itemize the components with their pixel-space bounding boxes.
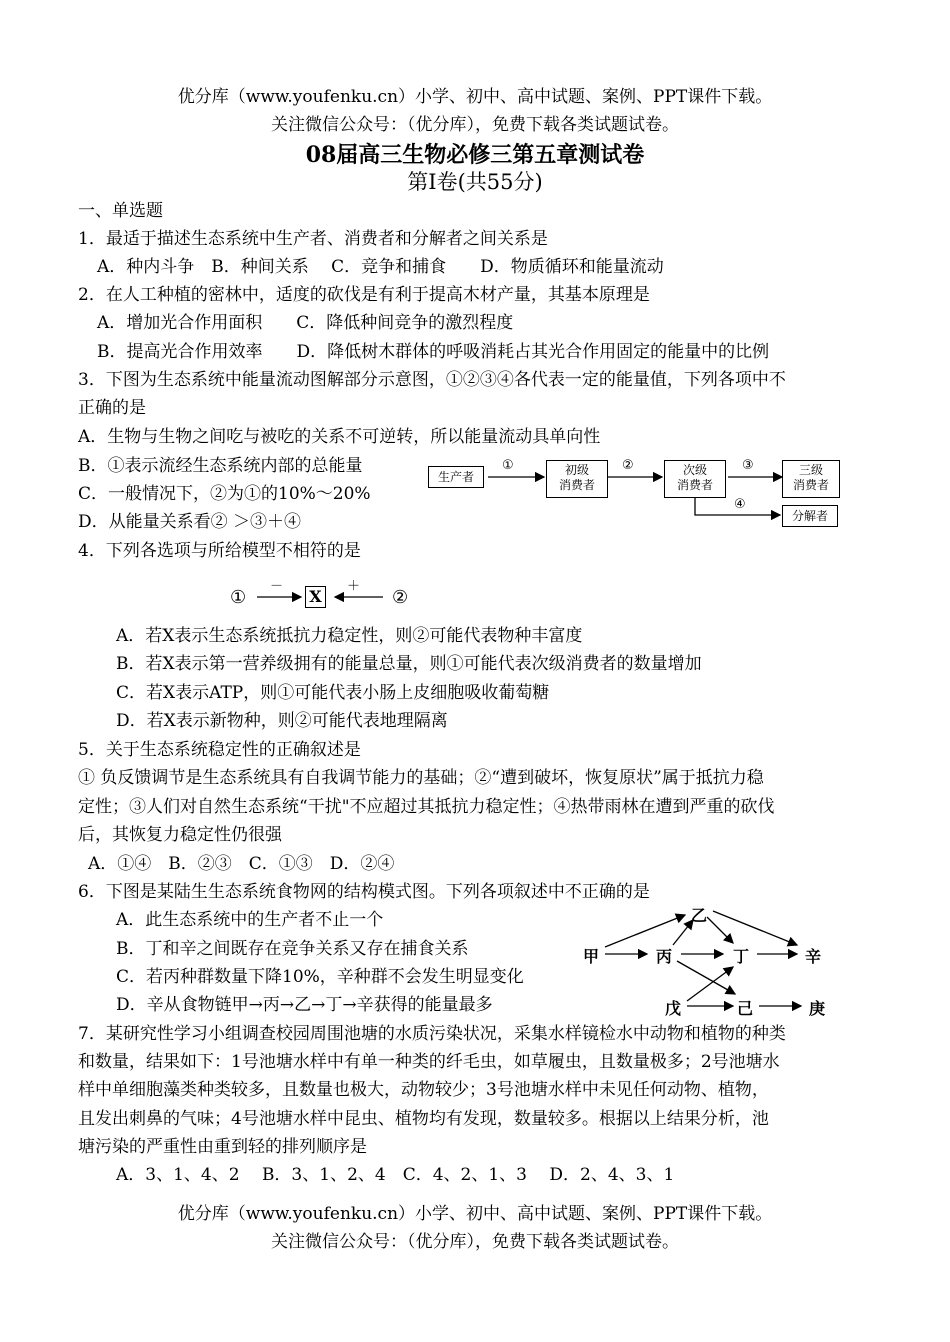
q4-option-c: C．若X表示ATP，则①可能代表小肠上皮细胞吸收葡萄糖 — [116, 683, 550, 703]
header-line-1: 优分库（www.youfenku.cn）小学、初中、高中试题、案例、PPT课件下载。 — [177, 87, 773, 107]
q4-stem: 4．下列各选项与所给模型不相符的是 — [78, 541, 361, 561]
page-subtitle: 第Ⅰ卷(共55分) — [407, 170, 543, 194]
model-center: X — [305, 586, 326, 608]
q3-option-d: D．从能量关系看② ＞③＋④ — [78, 512, 302, 532]
node-tertiary-consumer — [782, 460, 840, 498]
flow-label-4: ④ — [734, 497, 746, 512]
q3-stem-line-1: 3．下图为生态系统中能量流动图解部分示意图，①②③④各代表一定的能量值，下列各项中不 — [78, 370, 786, 390]
web-node-xin: 辛 — [805, 947, 822, 966]
web-node-yi: 乙 — [691, 906, 708, 925]
q6-option-c: C．若丙种群数量下降10%，辛种群不会发生明显变化 — [116, 967, 524, 987]
node-tertiary-line-1: 三级 — [798, 463, 823, 477]
q4-option-b: B．若X表示第一营养级拥有的能量总量，则①可能代表次级消费者的数量增加 — [116, 654, 702, 674]
node-secondary-line-2: 消费者 — [676, 478, 713, 492]
q3-stem-line-2: 正确的是 — [78, 398, 146, 418]
web-node-ding: 丁 — [733, 947, 750, 966]
q6-option-a: A．此生态系统中的生产者不止一个 — [116, 910, 384, 930]
q2-options-row-2: B．提高光合作用效率 D．降低树木群体的呼吸消耗占其光合作用固定的能量中的比例 — [97, 342, 770, 362]
web-node-jia: 甲 — [583, 947, 600, 966]
node-decomposer: 分解者 — [782, 505, 838, 527]
q7-line-3: 样中单细胞藻类种类较多，且数量也极大，动物较少；3号池塘水样中未见任何动物、植物， — [78, 1080, 769, 1100]
q3-option-b: B．①表示流经生态系统内部的总能量 — [78, 456, 363, 476]
q3-option-c: C．一般情况下，②为①的10%～20% — [78, 484, 371, 504]
node-secondary-consumer — [664, 460, 726, 498]
web-node-wu: 戊 — [665, 999, 682, 1018]
q5-stem: 5．关于生态系统稳定性的正确叙述是 — [78, 740, 361, 760]
q1-stem: 1．最适于描述生态系统中生产者、消费者和分解者之间关系是 — [78, 229, 548, 249]
q7-options: A．3、1、4、2 B．3、1、2、4 C．4、2、1、3 D．2、4、3、1 — [116, 1165, 675, 1185]
q5-body-line-3: 后，其恢复力稳定性仍很强 — [78, 825, 282, 845]
page-title: 08届高三生物必修三第五章测试卷 — [305, 142, 645, 168]
header-line-2: 关注微信公众号：（优分库），免费下载各类试题试卷。 — [271, 115, 679, 135]
q3-option-a: A．生物与生物之间吃与被吃的关系不可逆转，所以能量流动具单向性 — [78, 427, 601, 447]
node-producer: 生产者 — [428, 466, 484, 488]
q7-line-4: 且发出刺鼻的气味；4号池塘水样中昆虫、植物均有发现，数量较多。根据以上结果分析，池 — [78, 1109, 769, 1129]
q6-stem: 6．下图是某陆生生态系统食物网的结构模式图。下列各项叙述中不正确的是 — [78, 882, 650, 902]
flow-label-2: ② — [622, 458, 634, 473]
web-node-ji: 己 — [737, 999, 754, 1018]
footer-line-1: 优分库（www.youfenku.cn）小学、初中、高中试题、案例、PPT课件下载。 — [177, 1204, 773, 1224]
web-node-geng: 庚 — [809, 999, 826, 1018]
web-node-bing: 丙 — [656, 947, 673, 966]
q2-stem: 2．在人工种植的密林中，适度的砍伐是有利于提高木材产量，其基本原理是 — [78, 285, 650, 305]
node-primary-consumer — [546, 460, 608, 498]
model-plus: ＋ — [347, 579, 361, 594]
q6-option-b: B．丁和辛之间既存在竞争关系又存在捕食关系 — [116, 939, 469, 959]
q5-body-line-1: ① 负反馈调节是生态系统具有自我调节能力的基础；②“遭到破坏，恢复原状”属于抵抗力稳 — [78, 768, 764, 788]
q5-options: A．①④ B．②③ C．①③ D．②④ — [88, 854, 395, 874]
q7-line-1: 7．某研究性学习小组调查校园周围池塘的水质污染状况，采集水样镜检水中动物和植物的种类 — [78, 1024, 786, 1044]
node-primary-line-2: 消费者 — [558, 478, 595, 492]
q6-option-d: D．辛从食物链甲→丙→乙→丁→辛获得的能量最多 — [116, 995, 493, 1015]
model-right: ② — [392, 587, 409, 608]
model-left: ① — [230, 587, 247, 608]
node-tertiary-line-2: 消费者 — [792, 478, 829, 492]
flow-label-1: ① — [502, 458, 514, 473]
footer-line-2: 关注微信公众号：（优分库），免费下载各类试题试卷。 — [271, 1232, 679, 1252]
q7-line-2: 和数量，结果如下：1号池塘水样中有单一种类的纤毛虫，如草履虫，且数量极多；2号池塘水 — [78, 1052, 780, 1072]
model-minus: － — [270, 579, 284, 594]
q4-option-d: D．若X表示新物种，则②可能代表地理隔离 — [116, 711, 448, 731]
q2-options-row-1: A．增加光合作用面积 C．降低种间竞争的激烈程度 — [97, 313, 514, 333]
q7-line-5: 塘污染的严重性由重到轻的排列顺序是 — [78, 1137, 367, 1157]
q4-option-a: A．若X表示生态系统抵抗力稳定性，则②可能代表物种丰富度 — [116, 626, 583, 646]
node-secondary-line-1: 次级 — [682, 463, 707, 477]
node-primary-line-1: 初级 — [564, 463, 589, 477]
q1-options: A．种内斗争 B．种间关系 C．竞争和捕食 D．物质循环和能量流动 — [97, 257, 664, 277]
q5-body-line-2: 定性；③人们对自然生态系统“干扰"不应超过其抵抗力稳定性；④热带雨林在遭到严重的砍伐 — [78, 797, 775, 817]
section-heading: 一、单选题 — [78, 201, 163, 221]
flow-label-3: ③ — [742, 458, 754, 473]
